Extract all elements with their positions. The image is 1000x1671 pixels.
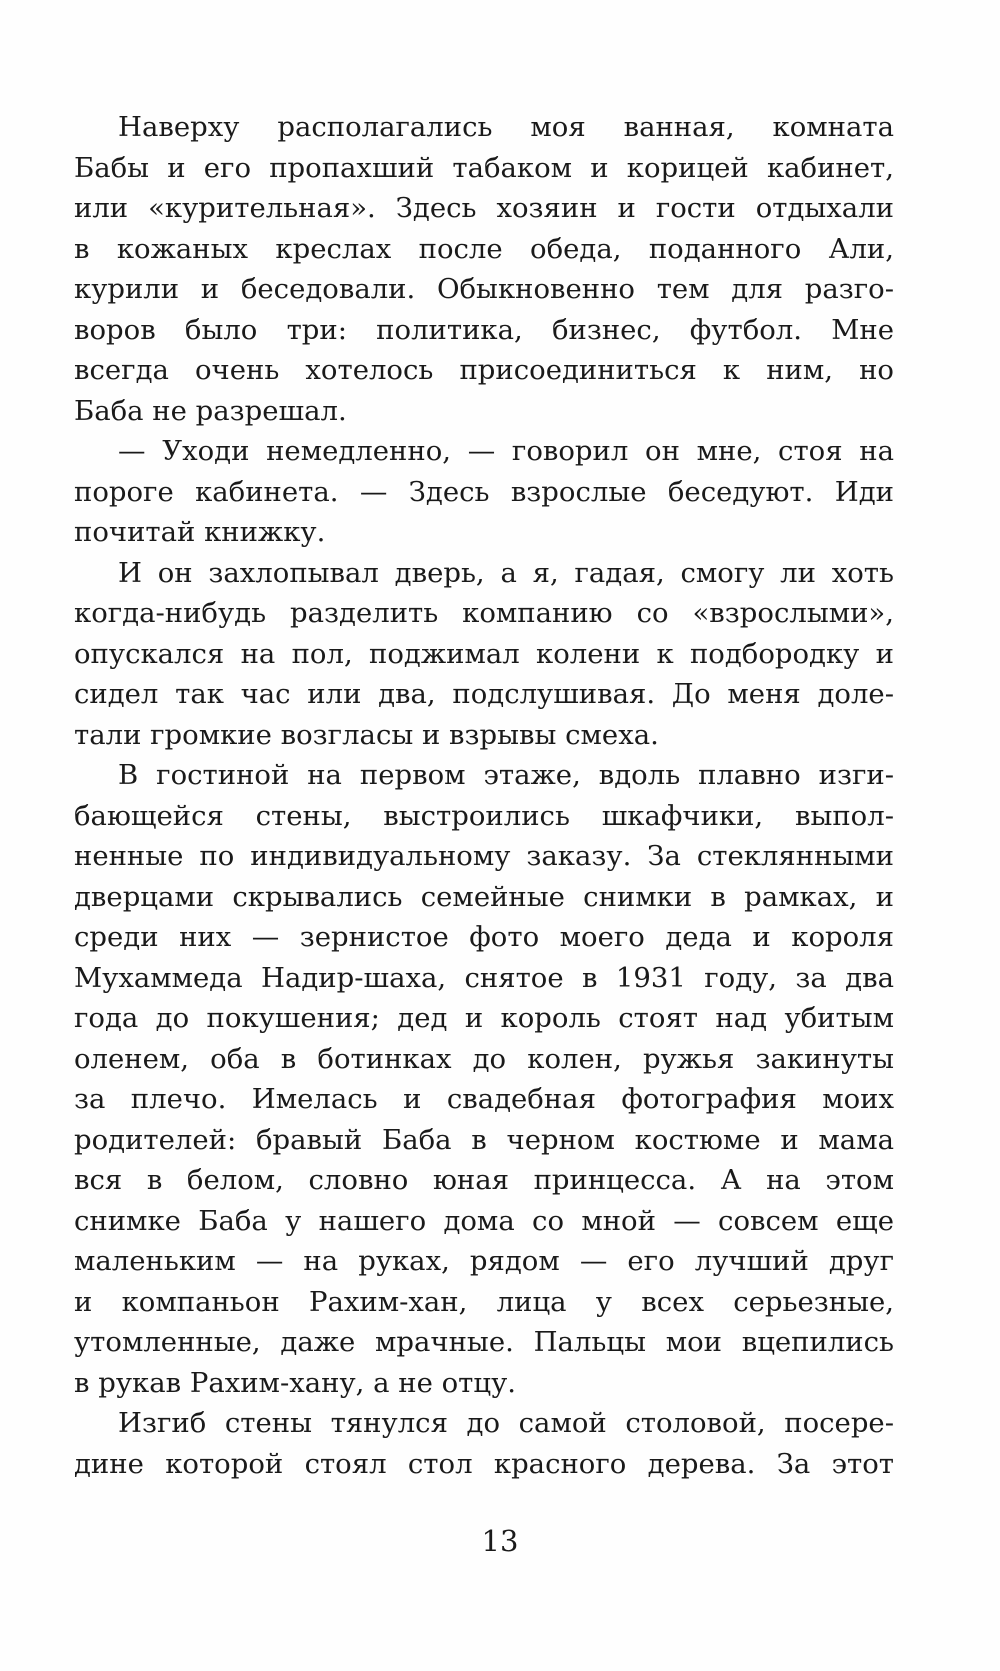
text-line: в рукав Рахим-хану, а не отцу. xyxy=(74,1366,516,1399)
text-line: курили и беседовали. Обыкновенно тем для разго- xyxy=(74,273,894,305)
text-line: — Уходи немедленно, — говорил он мне, стоя на xyxy=(118,435,894,467)
text-line: и компаньон Рахим-хан, лица у всех серьезные, xyxy=(74,1285,894,1318)
text-line: И он захлопывал дверь, а я, гадая, смогу ли хоть xyxy=(118,556,894,589)
text-line: за плечо. Имелась и свадебная фотография моих xyxy=(74,1083,894,1115)
text-line: ненные по индивидуальному заказу. За стеклянными xyxy=(74,840,894,872)
text-line: Наверху располагались моя ванная, комната xyxy=(118,111,894,143)
text-line: Баба не разрешал. xyxy=(74,394,347,427)
paragraph xyxy=(74,755,894,1403)
text-line: тали громкие возгласы и взрывы смеха. xyxy=(74,718,659,751)
text-line: дине которой стоял стол красного дерева. За этот xyxy=(74,1447,894,1480)
text-line: вся в белом, словно юная принцесса. А на этом xyxy=(74,1164,894,1196)
text-line: снимке Баба у нашего дома со мной — совсем еще xyxy=(74,1204,894,1237)
body-text xyxy=(74,107,894,1484)
paragraph xyxy=(74,107,894,431)
text-line: родителей: бравый Баба в черном костюме и мама xyxy=(74,1123,894,1156)
paragraph xyxy=(74,553,894,756)
text-line: когда-нибудь разделить компанию со «взрослыми», xyxy=(74,597,894,629)
text-line: опускался на пол, поджимал колени к подбородку и xyxy=(74,637,894,670)
paragraph xyxy=(74,431,894,553)
text-line: почитай книжку. xyxy=(74,516,326,548)
text-line: всегда очень хотелось присоединиться к ним, но xyxy=(74,354,894,386)
text-line: в кожаных креслах после обеда, поданного Али, xyxy=(74,232,894,265)
text-line: оленем, оба в ботинках до колен, ружья закинуты xyxy=(74,1042,894,1075)
text-line: Изгиб стены тянулся до самой столовой, посере- xyxy=(118,1407,894,1439)
text-line: или «курительная». Здесь хозяин и гости отдыхали xyxy=(74,192,894,224)
text-line: утомленные, даже мрачные. Пальцы мои вцепились xyxy=(74,1326,894,1358)
text-line: Бабы и его пропахший табаком и корицей кабинет, xyxy=(74,151,894,184)
text-line: В гостиной на первом этаже, вдоль плавно изги- xyxy=(118,759,894,791)
page-number: 13 xyxy=(481,1524,519,1558)
text-line: воров было три: политика, бизнес, футбол. Мне xyxy=(74,313,894,346)
text-line: сидел так час или два, подслушивая. До меня доле- xyxy=(74,678,894,710)
text-line: маленьким — на руках, рядом — его лучший друг xyxy=(74,1245,894,1277)
text-line: пороге кабинета. — Здесь взрослые беседуют. Иди xyxy=(74,475,894,508)
text-line: Мухаммеда Надир-шаха, снятое в 1931 году, за два xyxy=(74,961,894,994)
text-line: среди них — зернистое фото моего деда и короля xyxy=(74,921,894,953)
text-line: дверцами скрывались семейные снимки в рамках, и xyxy=(74,880,894,913)
paragraph xyxy=(74,1403,894,1484)
text-line: бающейся стены, выстроились шкафчики, выпол- xyxy=(74,799,894,832)
text-line: года до покушения; дед и король стоят над убитым xyxy=(74,1002,894,1034)
